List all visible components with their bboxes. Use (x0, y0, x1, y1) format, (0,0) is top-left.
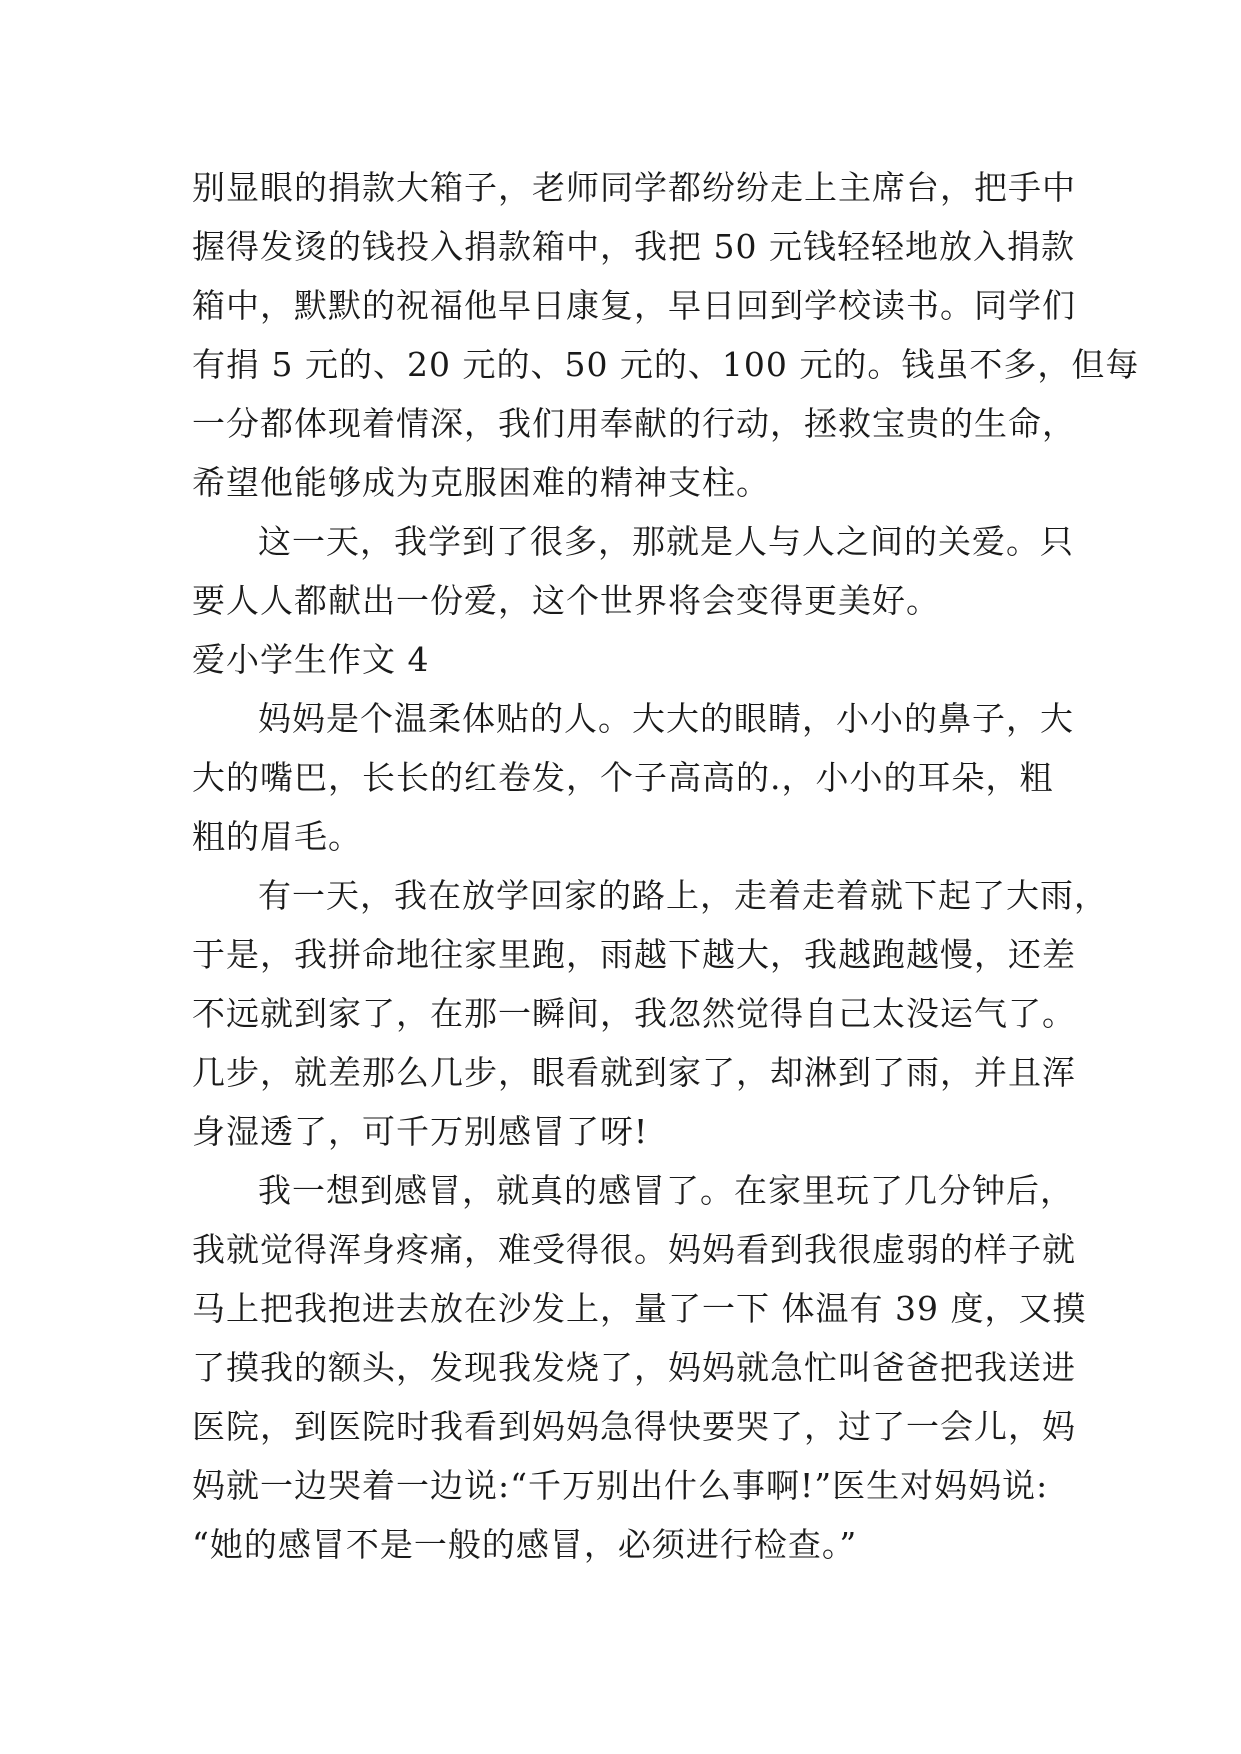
text-line: 于是，我拼命地往家里跑，雨越下越大，我越跑越慢，还差 (192, 935, 1076, 974)
paragraph-start-line: 妈妈是个温柔体贴的人。大大的眼睛，小小的鼻子，大 (258, 699, 1074, 738)
paragraph-start-line: 有一天，我在放学回家的路上，走着走着就下起了大雨， (258, 876, 1108, 915)
text-line: 身湿透了，可千万别感冒了呀! (192, 1112, 649, 1151)
section-heading: 爱小学生作文 4 (192, 640, 430, 679)
text-line: 有捐 5 元的、20 元的、50 元的、100 元的。钱虽不多，但每 (192, 345, 1140, 384)
text-line: 箱中，默默的祝福他早日康复，早日回到学校读书。同学们 (192, 286, 1076, 325)
text-line: 希望他能够成为克服困难的精神支柱。 (192, 463, 770, 502)
paragraph-start-line: 这一天，我学到了很多，那就是人与人之间的关爱。只 (258, 522, 1074, 561)
text-line: 妈就一边哭着一边说:“千万别出什么事啊!”医生对妈妈说: (192, 1466, 1049, 1505)
text-line: 了摸我的额头，发现我发烧了，妈妈就急忙叫爸爸把我送进 (192, 1348, 1076, 1387)
text-line: 不远就到家了，在那一瞬间，我忽然觉得自己太没运气了。 (192, 994, 1076, 1033)
text-line: 粗的眉毛。 (192, 817, 362, 856)
text-line: 医院，到医院时我看到妈妈急得快要哭了，过了一会儿，妈 (192, 1407, 1076, 1446)
text-line: 别显眼的捐款大箱子，老师同学都纷纷走上主席台，把手中 (192, 168, 1076, 207)
text-line: 我就觉得浑身疼痛，难受得很。妈妈看到我很虚弱的样子就 (192, 1230, 1076, 1269)
text-line: “她的感冒不是一般的感冒，必须进行检查。” (192, 1525, 858, 1564)
paragraph-start-line: 我一想到感冒，就真的感冒了。在家里玩了几分钟后， (258, 1171, 1074, 1210)
text-line: 握得发烫的钱投入捐款箱中，我把 50 元钱轻轻地放入捐款 (192, 227, 1075, 266)
text-line: 大的嘴巴，长长的红卷发，个子高高的.，小小的耳朵，粗 (192, 758, 1054, 797)
text-line: 要人人都献出一份爱，这个世界将会变得更美好。 (192, 581, 940, 620)
document-page (192, 158, 1140, 1574)
text-line: 几步，就差那么几步，眼看就到家了，却淋到了雨，并且浑 (192, 1053, 1076, 1092)
text-line: 一分都体现着情深，我们用奉献的行动，拯救宝贵的生命， (192, 404, 1076, 443)
text-line: 马上把我抱进去放在沙发上，量了一下 体温有 39 度，又摸 (192, 1289, 1087, 1328)
